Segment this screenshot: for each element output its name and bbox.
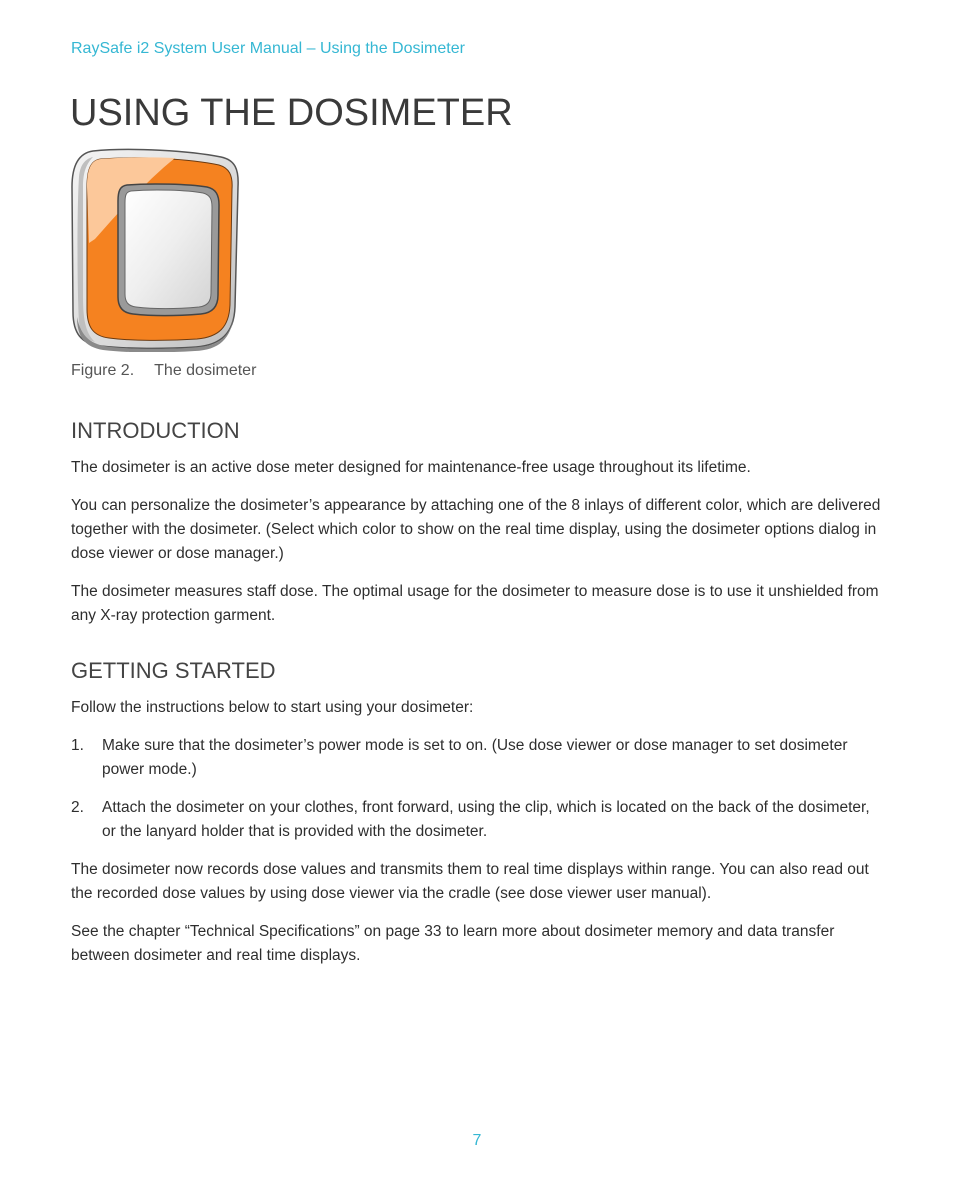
- step-text: Attach the dosimeter on your clothes, front forward, using the clip, which is located on the back of the dosimeter, or the lanyard holder that is provided with the dosimeter.: [102, 799, 870, 840]
- getting-started-heading: GETTING STARTED: [71, 658, 276, 683]
- paragraph: The dosimeter now records dose values and transmits them to real time displays within range. You can also read out the recorded dose values by using dose viewer via the cradle (see dose viewer user manual).: [71, 861, 869, 902]
- paragraph: You can personalize the dosimeter’s appearance by attaching one of the 8 inlays of different color, which are delivered together with the dosimeter. (Select which color to show on the real time display, using the dosimeter options dialog in dose viewer or dose manager.): [71, 497, 881, 562]
- introduction-heading: INTRODUCTION: [71, 418, 240, 443]
- steps-list: [71, 734, 886, 844]
- step-number: 2.: [71, 799, 84, 816]
- figure-caption: [71, 362, 256, 380]
- introduction-section: [71, 416, 886, 628]
- paragraph: See the chapter “Technical Specifications” on page 33 to learn more about dosimeter memory and data transfer between dosimeter and real time displays.: [71, 923, 835, 964]
- figure-caption-text: The dosimeter: [154, 362, 257, 379]
- dosimeter-illustration: [71, 147, 241, 352]
- paragraph: The dosimeter measures staff dose. The optimal usage for the dosimeter to measure dose is to use it unshielded from any X-ray protection garment.: [71, 583, 879, 624]
- step-text: Make sure that the dosimeter’s power mode is set to on. (Use dose viewer or dose manager to set dosimeter power mode.): [102, 737, 848, 778]
- step-number: 1.: [71, 737, 84, 754]
- page-title: USING THE DOSIMETER: [70, 92, 513, 134]
- running-header: RaySafe i2 System User Manual – Using the Dosimeter: [71, 40, 465, 57]
- display-screen: [125, 190, 212, 309]
- getting-started-section: [71, 656, 886, 968]
- page-number: 7: [472, 1132, 482, 1149]
- paragraph: Follow the instructions below to start using your dosimeter:: [71, 699, 474, 716]
- paragraph: The dosimeter is an active dose meter designed for maintenance-free usage throughout its lifetime.: [71, 459, 751, 476]
- body-content: [71, 416, 886, 982]
- list-item: [71, 734, 886, 782]
- list-item: [71, 796, 886, 844]
- figure-number: Figure 2.: [71, 362, 135, 379]
